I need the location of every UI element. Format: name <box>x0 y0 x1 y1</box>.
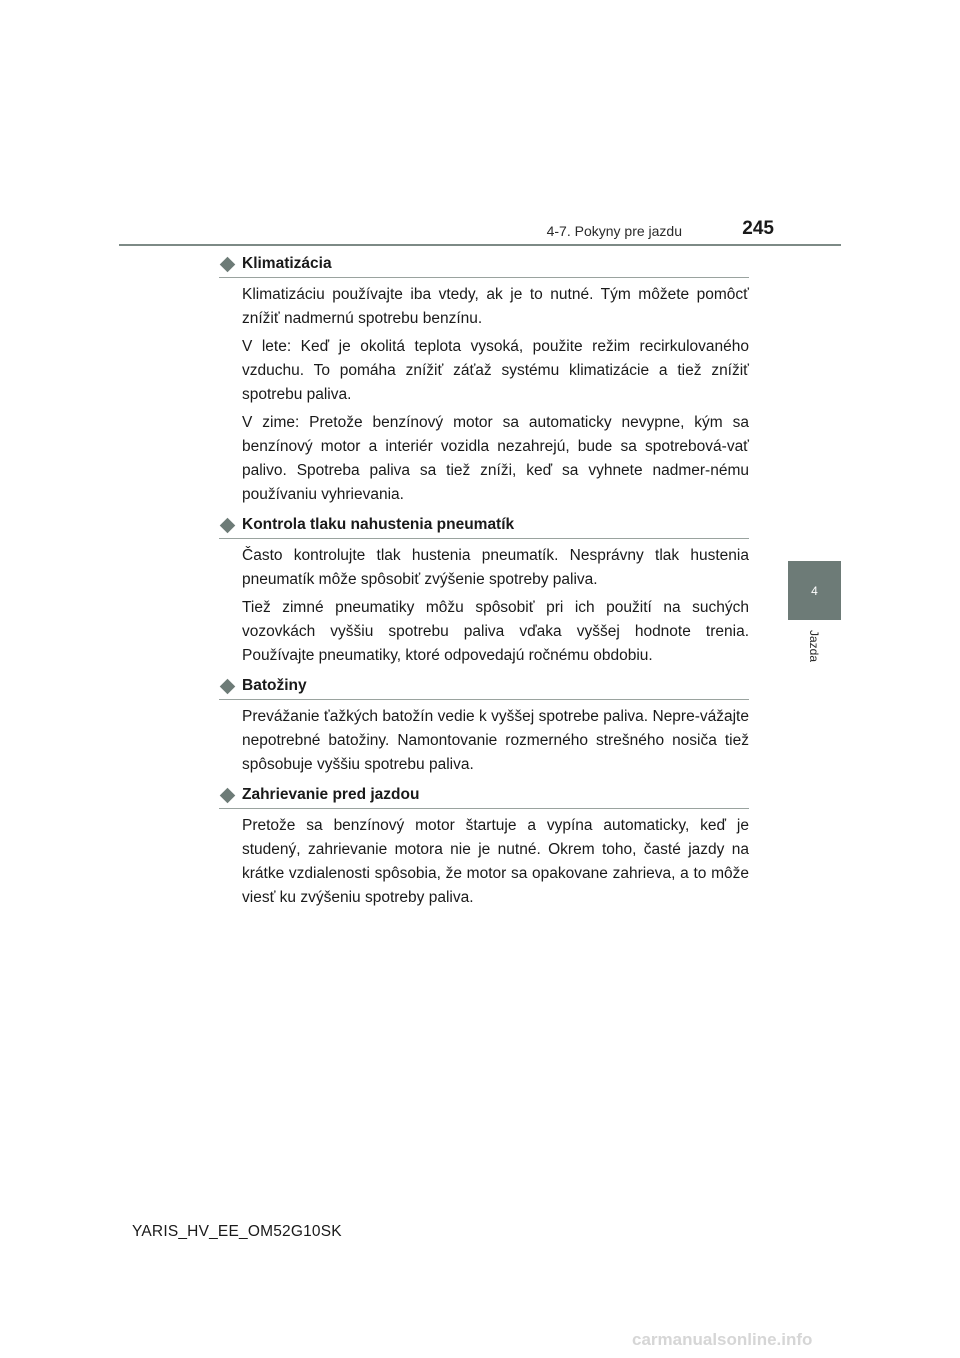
section-heading <box>219 514 749 539</box>
diamond-bullet-icon <box>220 517 236 533</box>
section-title: Kontrola tlaku nahustenia pneumatík <box>242 516 515 533</box>
section-heading <box>219 675 749 700</box>
chapter-tab <box>788 561 841 620</box>
paragraph: Pretože sa benzínový motor štartuje a vypína automaticky, keď je studený, zahrievanie motora nie je nutné. Okrem toho, časté jazdy na krátke vzdialenosti spôsobia, že motor sa opakovane zahrieva, a to môže viesť ku zvýšeniu spotreby paliva. <box>242 817 749 906</box>
section-klimatizacia <box>219 253 749 507</box>
paragraph: V lete: Keď je okolitá teplota vysoká, použite režim recirkulovaného vzduchu. To pomáha znížiť záťaž systému klimatizácie a tiež znížiť spotrebu paliva. <box>242 338 749 403</box>
section-luggage <box>219 675 749 777</box>
header-divider <box>119 244 841 246</box>
chapter-number: 4 <box>811 583 818 598</box>
paragraph: V zime: Pretože benzínový motor sa automaticky nevypne, kým sa benzínový motor a interiér vozidla nezahrejú, bude sa spotrebová-vať palivo. Spotreba paliva sa tiež zníži, keď sa vyhnete nadmer-nému používaniu vyhrievania. <box>242 414 749 503</box>
chapter-label-container <box>788 620 841 672</box>
section-heading <box>219 784 749 809</box>
paragraph: Často kontrolujte tlak hustenia pneumatík. Nesprávny tlak hustenia pneumatík môže spôsobiť zvýšenie spotreby paliva. <box>242 547 749 588</box>
page-number: 245 <box>742 218 774 239</box>
section-warmup <box>219 784 749 910</box>
watermark: carmanualsonline.info <box>632 1330 813 1349</box>
diamond-bullet-icon <box>220 678 236 694</box>
paragraph: Tiež zimné pneumatiky môžu spôsobiť pri ich použití na suchých vozovkách vyššiu spotrebu paliva vďaka vyššej hodnote trenia. Používajte pneumatiky, ktoré odpovedajú ročnému obdobiu. <box>242 599 749 664</box>
section-title: Zahrievanie pred jazdou <box>242 786 420 803</box>
diamond-bullet-icon <box>220 787 236 803</box>
diamond-bullet-icon <box>220 256 236 272</box>
chapter-label: Jazda <box>807 629 822 663</box>
header-section-title: 4-7. Pokyny pre jazdu <box>546 223 682 239</box>
section-tire-pressure <box>219 514 749 668</box>
paragraph: Prevážanie ťažkých batožín vedie k vyššej spotrebe paliva. Nepre-vážajte nepotrebné batožiny. Namontovanie rozmerného strešného nosiča tiež spôsobuje vyššiu spotrebu paliva. <box>242 708 749 773</box>
section-heading <box>219 253 749 278</box>
paragraph: Klimatizáciu používajte iba vtedy, ak je to nutné. Tým môžete pomôcť znížiť nadmernú spotrebu benzínu. <box>242 286 749 327</box>
document-code: YARIS_HV_EE_OM52G10SK <box>132 1223 342 1240</box>
section-title: Batožiny <box>242 677 307 694</box>
main-content <box>219 253 749 917</box>
section-title: Klimatizácia <box>242 255 332 272</box>
